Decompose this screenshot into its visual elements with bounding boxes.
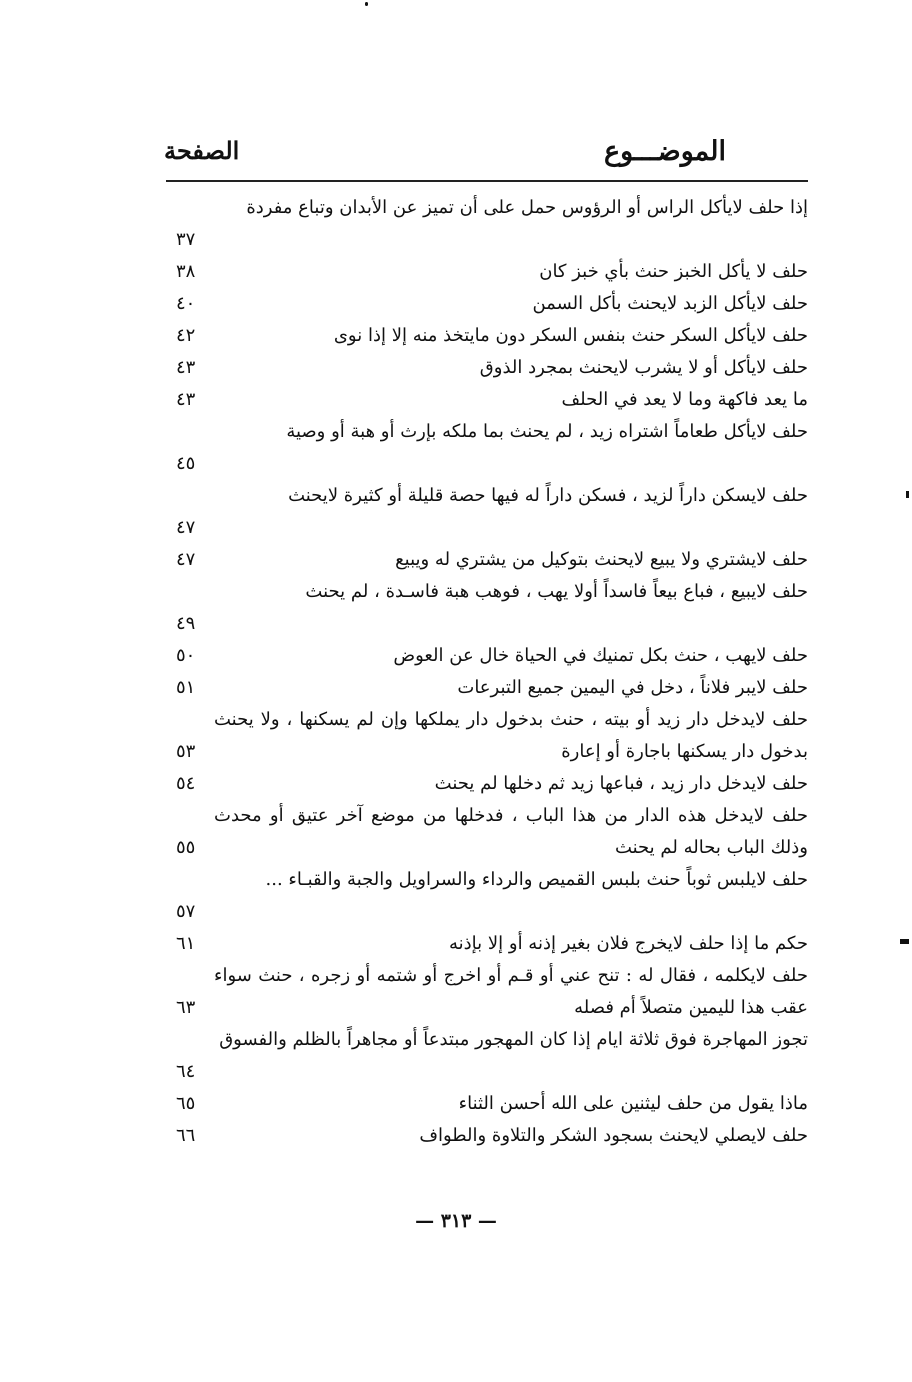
toc-entry-page: ٤٣ (176, 389, 196, 410)
toc-entry-page: ٤٥ (176, 453, 196, 474)
toc-entry-title: حلف لايلبس ثوباً حنث بلبس القميص والرداء والسراويل والجبة والقبـاء ... (265, 869, 808, 890)
toc-entry-title: حلف لايبيع ، فباع بيعاً فاسداً أولا يهب ، فوهب هبة فاسـدة ، لم يحنث (305, 581, 808, 602)
toc-entry (166, 960, 808, 1024)
toc-entry-title: حلف لايكلمه ، فقال له : تنح عني أو قـم أو اخرج أو شتمه أو زجره ، حنث سواء عقب هذا لليمين متصلاً أم فصله (214, 965, 808, 1018)
toc-entry-page: ٣٧ (176, 229, 196, 250)
toc-entry (166, 1088, 808, 1120)
toc-entry (166, 352, 808, 384)
topic-column-header: الموضـــوع (603, 136, 726, 167)
toc-entry-page: ٥١ (176, 677, 196, 698)
toc-entry (166, 864, 808, 928)
toc-entry-page: ٤٢ (176, 325, 196, 346)
toc-entry-title: حلف لايسكن داراً لزيد ، فسكن داراً له فيها حصة قليلة أو كثيرة لايحنث (288, 485, 808, 506)
toc-entry-title: حلف لايأكل طعاماً اشتراه زيد ، لم يحنث بما ملكه بإرث أو هبة أو وصية (286, 421, 808, 442)
toc-entry-title: حلف لايدخل هذه الدار من هذا الباب ، فدخلها من موضع آخر عتيق أو محدث وذلك الباب بحاله لم يحنث (214, 805, 808, 858)
toc-entry-page: ٦٣ (176, 997, 196, 1018)
toc-entry-page: ٦١ (176, 933, 196, 954)
toc-entry-title: تجوز المهاجرة فوق ثلاثة ايام إذا كان المهجور مبتدعاً أو مجاهراً بالظلم والفسوق (219, 1029, 808, 1050)
table-of-contents (166, 192, 808, 1152)
toc-entry-title: حكم ما إذا حلف لايخرج فلان بغير إذنه أو إلا بإذنه (449, 933, 808, 954)
toc-entry-page: ٦٥ (176, 1093, 196, 1114)
toc-entry-page: ٣٨ (176, 261, 196, 282)
toc-entry-title: ما يعد فاكهة وما لا يعد في الحلف (561, 389, 808, 410)
toc-entry-page: ٦٦ (176, 1125, 196, 1146)
toc-entry-title: حلف لايأكل أو لا يشرب لايحنث بمجرد الذوق (479, 357, 808, 378)
toc-entry-title: حلف لايأكل الزبد لايحنث بأكل السمن (532, 293, 808, 314)
scan-speck (906, 491, 909, 498)
toc-entry-page: ٦٤ (176, 1061, 196, 1082)
toc-entry-title: ماذا يقول من حلف ليثنين على الله أحسن الثناء (458, 1093, 808, 1114)
toc-entry-page: ٥٤ (176, 773, 196, 794)
toc-entry-title: حلف لايهب ، حنث بكل تمنيك في الحياة خال عن العوض (393, 645, 808, 666)
toc-entry (166, 320, 808, 352)
toc-entry-page: ٤٧ (176, 549, 196, 570)
toc-entry (166, 1024, 808, 1088)
page-column-header: الصفحة (164, 136, 240, 165)
toc-entry (166, 704, 808, 768)
toc-entry-page: ٥٥ (176, 837, 196, 858)
toc-entry (166, 768, 808, 800)
toc-entry-title: إذا حلف لايأكل الراس أو الرؤوس حمل على أن تميز عن الأبدان وتباع مفردة (246, 197, 808, 218)
toc-entry-page: ٤٧ (176, 517, 196, 538)
toc-entry (166, 672, 808, 704)
toc-entry-page: ٥٠ (176, 645, 196, 666)
scan-speck (365, 2, 368, 6)
toc-entry-title: حلف لايدخل دار زيد أو بيته ، حنث بدخول دار يملكها وإن لم يسكنها ، ولا يحنث بدخول دار يسكنها باجارة أو إعارة (214, 709, 808, 762)
toc-entry-page: ٥٧ (176, 901, 196, 922)
toc-entry (166, 544, 808, 576)
toc-entry (166, 928, 808, 960)
toc-entry (166, 192, 808, 256)
toc-entry (166, 256, 808, 288)
toc-entry (166, 800, 808, 864)
toc-entry-title: حلف لايدخل دار زيد ، فباعها زيد ثم دخلها لم يحنث (434, 773, 808, 794)
toc-entry-title: حلف لايصلي لايحنث بسجود الشكر والتلاوة والطواف (419, 1125, 808, 1146)
toc-entry (166, 640, 808, 672)
header-divider (166, 180, 808, 182)
toc-entry (166, 384, 808, 416)
toc-entry-title: حلف لايشتري ولا يبيع لايحنث بتوكيل من يشتري له ويبيع (395, 549, 808, 570)
toc-entry-page: ٥٣ (176, 741, 196, 762)
toc-entry-page: ٤٠ (176, 293, 196, 314)
toc-entry (166, 1120, 808, 1152)
toc-entry-page: ٤٣ (176, 357, 196, 378)
toc-entry-title: حلف لايأكل السكر حنث بنفس السكر دون مايتخذ منه إلا إذا نوى (333, 325, 808, 346)
toc-entry (166, 416, 808, 480)
toc-entry-title: حلف لا يأكل الخبز حنث بأي خبز كان (539, 261, 808, 282)
toc-entry-title: حلف لايبر فلاناً ، دخل في اليمين جميع التبرعات (457, 677, 808, 698)
toc-entry (166, 576, 808, 640)
scan-speck (900, 939, 909, 944)
toc-entry-page: ٤٩ (176, 613, 196, 634)
toc-entry (166, 288, 808, 320)
toc-entry (166, 480, 808, 544)
page-number: — ٣١٣ — (415, 1210, 497, 1232)
